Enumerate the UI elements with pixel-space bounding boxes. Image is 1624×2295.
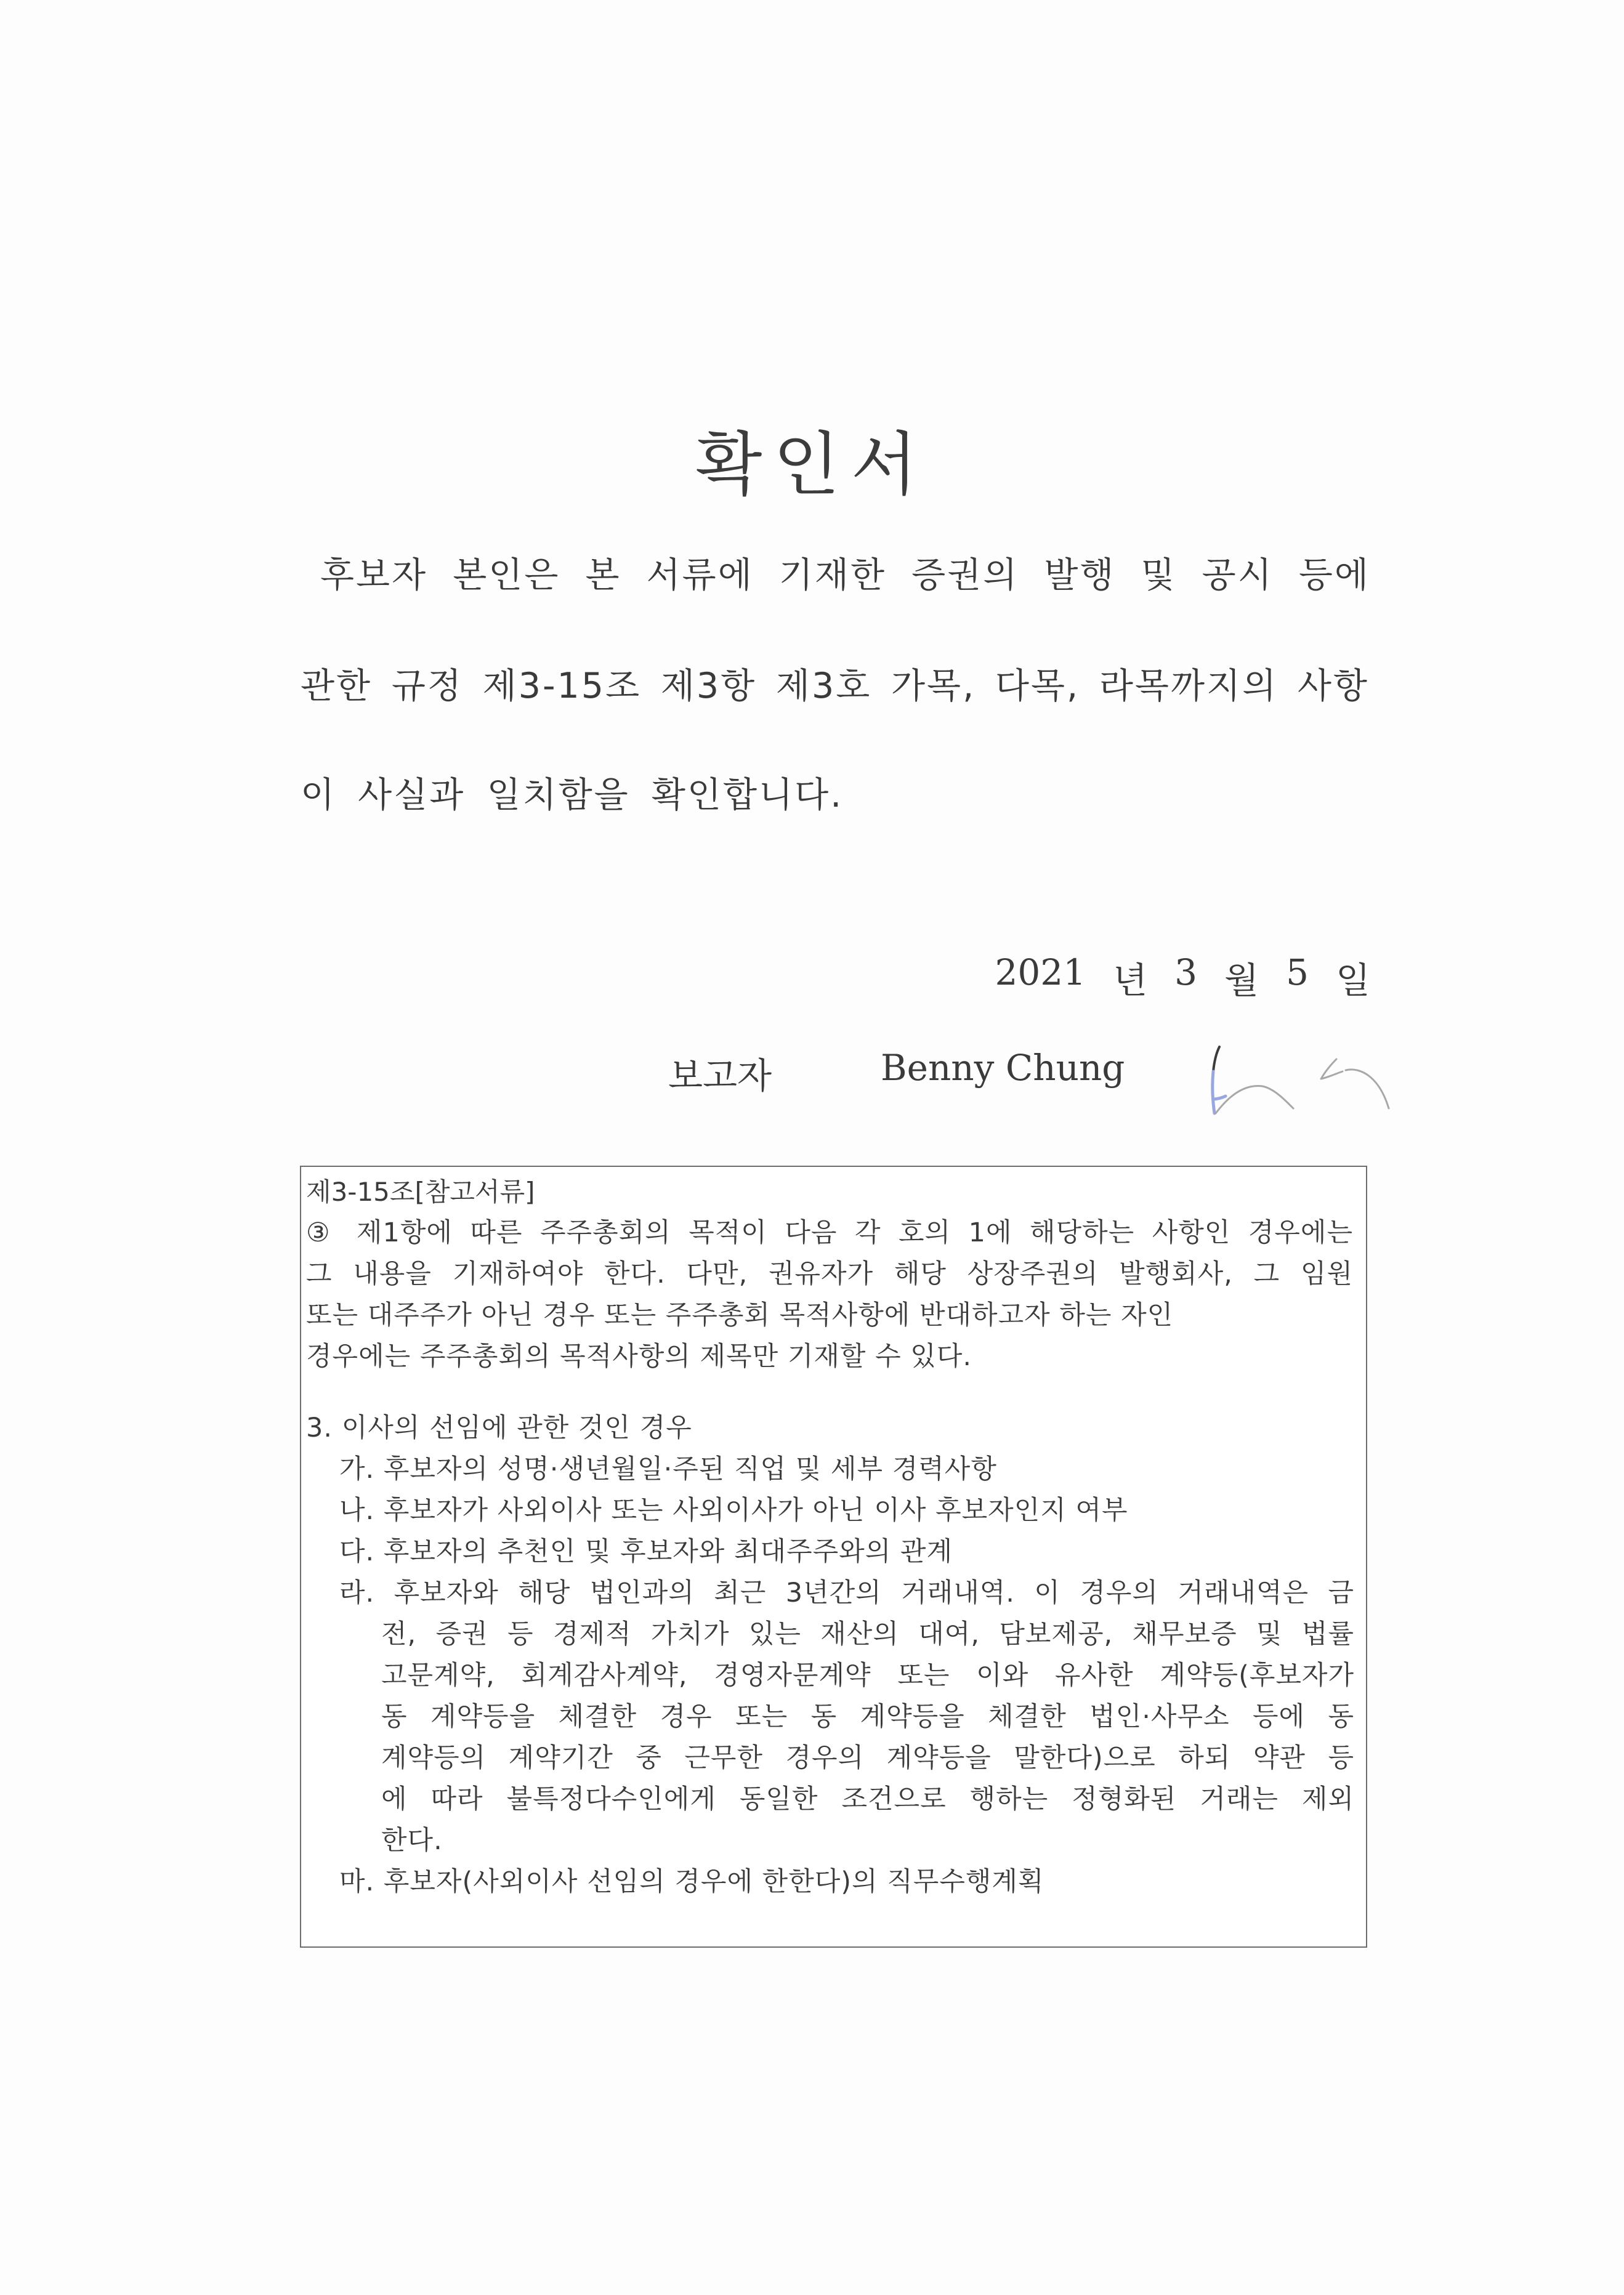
reference-item-ra-line-3: 고문계약, 회계감사계약, 경영자문계약 또는 이와 유사한 계약등(후보자가 (381, 1660, 1354, 1691)
reference-paragraph-line-2: 그 내용을 기재하여야 한다. 다만, 권유자가 해당 상장주권의 발행회사, 그 임원 (306, 1259, 1353, 1289)
date-year: 2021 (995, 951, 1086, 993)
reference-item-ga: 가. 후보자의 성명·생년월일·주된 직업 및 세부 경력사항 (339, 1454, 997, 1485)
confirmation-text-line-2: 관한 규정 제3-15조 제3항 제3호 가목, 다목, 라목까지의 사항 (301, 666, 1369, 706)
document-date (995, 951, 1370, 1003)
reference-item-na: 나. 후보자가 사외이사 또는 사외이사가 아닌 이사 후보자인지 여부 (339, 1495, 1128, 1526)
date-day-unit: 일 (1335, 959, 1370, 1001)
reference-paragraph-line-4: 경우에는 주주총회의 목적사항의 제목만 기재할 수 있다. (306, 1341, 972, 1372)
reference-item-ra-line-7: 한다. (381, 1825, 443, 1856)
reference-item-ra-line-5: 계약등의 계약기간 중 근무한 경우의 계약등을 말한다)으로 하되 약관 등 (381, 1743, 1354, 1773)
reporter-name: Benny Chung (881, 1047, 1125, 1089)
reporter-label: 보고자 (668, 1055, 772, 1097)
reference-item-ra-line-2: 전, 증권 등 경제적 가치가 있는 재산의 대여, 담보제공, 채무보증 및 법률 (381, 1619, 1355, 1650)
reference-paragraph-line-3: 또는 대주주가 아닌 경우 또는 주주총회 목적사항에 반대하고자 하는 자인 (306, 1300, 1174, 1331)
reference-item-ma: 마. 후보자(사외이사 선임의 경우에 한한다)의 직무수행계획 (339, 1866, 1044, 1897)
reference-heading: 제3-15조[참고서류] (306, 1177, 535, 1207)
date-day: 5 (1286, 951, 1309, 993)
reference-item-ra-line-4: 동 계약등을 체결한 경우 또는 동 계약등을 체결한 법인·사무소 등에 동 (381, 1701, 1354, 1732)
document-title: 확인서 (695, 425, 929, 506)
confirmation-text-line-3: 이 사실과 일치함을 확인합니다. (301, 775, 844, 815)
reference-item-da: 다. 후보자의 추천인 및 후보자와 최대주주와의 관계 (339, 1536, 953, 1567)
reference-paragraph-line-1: ③ 제1항에 따른 주주총회의 목적이 다음 각 호의 1에 해당하는 사항인 경우에는 (306, 1217, 1353, 1248)
confirmation-text-line-1: 후보자 본인은 본 서류에 기재한 증권의 발행 및 공시 등에 (320, 555, 1370, 595)
date-month-unit: 월 (1224, 959, 1259, 1001)
reference-section-3: 3. 이사의 선임에 관한 것인 경우 (306, 1413, 692, 1443)
date-month: 3 (1174, 951, 1198, 993)
reference-item-ra-line-1: 라. 후보자와 해당 법인과의 최근 3년간의 거래내역. 이 경우의 거래내역은 금 (339, 1578, 1354, 1608)
date-year-unit: 년 (1113, 959, 1148, 1001)
reference-box (300, 1166, 1367, 1948)
signature-icon (1195, 1035, 1398, 1127)
reference-item-ra-line-6: 에 따라 불특정다수인에게 동일한 조건으로 행하는 정형화된 거래는 제외 (381, 1784, 1354, 1815)
